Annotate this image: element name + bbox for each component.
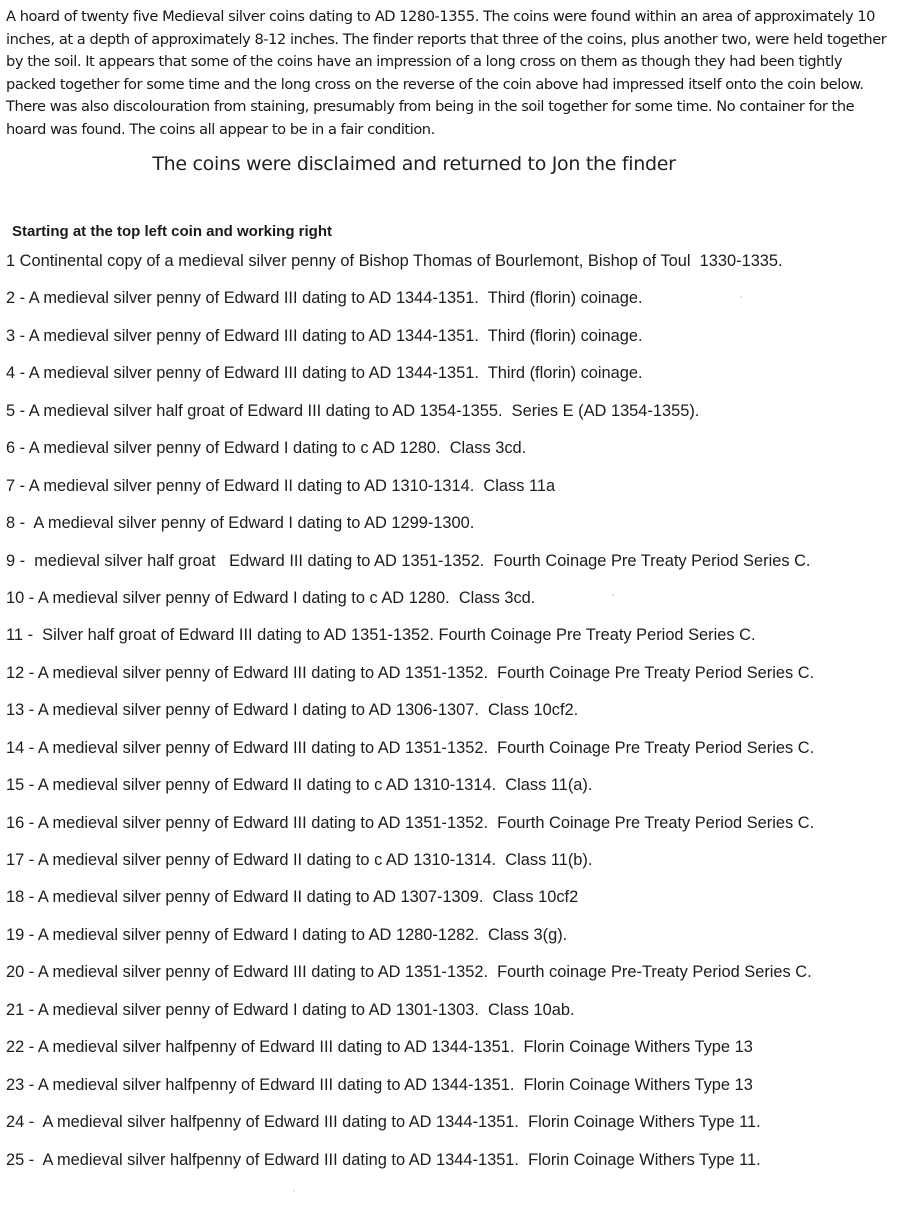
coin-item-10: 10 - A medieval silver penny of Edward I dating to c AD 1280. Class 3cd. — [6, 588, 536, 607]
coin-item-9: 9 - medieval silver half groat Edward III dating to AD 1351-1352. Fourth Coinage Pre Treaty Period Series C. — [6, 551, 811, 570]
coin-item-22: 22 - A medieval silver halfpenny of Edward III dating to AD 1344-1351. Florin Coinage Withers Type 13 — [6, 1038, 753, 1057]
list-instructions: Starting at the top left coin and working right — [12, 223, 332, 240]
hoard-description: A hoard of twenty five Medieval silver coins dating to AD 1280-1355. The coins were found within an area of approximately 10 inches, at a depth of approximately 8-12 inches. The finder reports that three of the coins, plus another two, were held together by the soil. It appears that some of the coins have an impression of a long cross on them as though they had been tightly packed together for some time and the long cross on the reverse of the coin above had impressed itself onto the coin below. There was also discolouration from staining, presumably from being in the soil together for some time. No container for the hoard was found. The coins all appear to be in a fair condition. — [6, 8, 887, 138]
coin-item-6: 6 - A medieval silver penny of Edward I dating to c AD 1280. Class 3cd. — [6, 439, 527, 458]
coin-item-8: 8 - A medieval silver penny of Edward I dating to AD 1299-1300. — [6, 514, 475, 533]
coin-item-3: 3 - A medieval silver penny of Edward III dating to AD 1344-1351. Third (florin) coinage. — [6, 326, 643, 345]
scan-speck — [612, 594, 614, 596]
coin-item-24: 24 - A medieval silver halfpenny of Edward III dating to AD 1344-1351. Florin Coinage Withers Type 11. — [6, 1113, 761, 1132]
coin-item-5: 5 - A medieval silver half groat of Edward III dating to AD 1354-1355. Series E (AD 1354-1355). — [6, 401, 700, 420]
coin-item-13: 13 - A medieval silver penny of Edward I dating to AD 1306-1307. Class 10cf2. — [6, 701, 579, 720]
coin-item-11: 11 - Silver half groat of Edward III dating to AD 1351-1352. Fourth Coinage Pre Treaty Period Series C. — [6, 626, 756, 645]
coin-item-20: 20 - A medieval silver penny of Edward III dating to AD 1351-1352. Fourth coinage Pre-Treaty Period Series C. — [6, 963, 812, 982]
disclaimer-heading: The coins were disclaimed and returned to Jon the finder — [152, 153, 676, 175]
coin-item-7: 7 - A medieval silver penny of Edward II dating to AD 1310-1314. Class 11a — [6, 476, 556, 495]
coin-item-16: 16 - A medieval silver penny of Edward III dating to AD 1351-1352. Fourth Coinage Pre Treaty Period Series C. — [6, 813, 815, 832]
coin-item-23: 23 - A medieval silver halfpenny of Edward III dating to AD 1344-1351. Florin Coinage Withers Type 13 — [6, 1075, 753, 1094]
coin-item-12: 12 - A medieval silver penny of Edward III dating to AD 1351-1352. Fourth Coinage Pre Treaty Period Series C. — [6, 663, 815, 682]
coin-item-18: 18 - A medieval silver penny of Edward II dating to AD 1307-1309. Class 10cf2 — [6, 888, 579, 907]
coin-item-1: 1 Continental copy of a medieval silver penny of Bishop Thomas of Bourlemont, Bishop of Toul 1330-1335. — [6, 252, 783, 270]
coin-item-15: 15 - A medieval silver penny of Edward II dating to c AD 1310-1314. Class 11(a). — [6, 776, 593, 795]
scan-speck — [293, 1190, 295, 1192]
coin-item-17: 17 - A medieval silver penny of Edward II dating to c AD 1310-1314. Class 11(b). — [6, 851, 593, 869]
coin-list — [6, 248, 814, 1184]
coin-item-2: 2 - A medieval silver penny of Edward III dating to AD 1344-1351. Third (florin) coinage. — [6, 289, 643, 308]
coin-item-14: 14 - A medieval silver penny of Edward III dating to AD 1351-1352. Fourth Coinage Pre Treaty Period Series C. — [6, 738, 815, 757]
coin-item-25: 25 - A medieval silver halfpenny of Edward III dating to AD 1344-1351. Florin Coinage Withers Type 11. — [6, 1150, 761, 1169]
coin-item-21: 21 - A medieval silver penny of Edward I dating to AD 1301-1303. Class 10ab. — [6, 1000, 575, 1019]
coin-item-4: 4 - A medieval silver penny of Edward III dating to AD 1344-1351. Third (florin) coinage. — [6, 364, 643, 383]
scan-speck — [740, 296, 742, 298]
coin-item-19: 19 - A medieval silver penny of Edward I dating to AD 1280-1282. Class 3(g). — [6, 925, 568, 944]
